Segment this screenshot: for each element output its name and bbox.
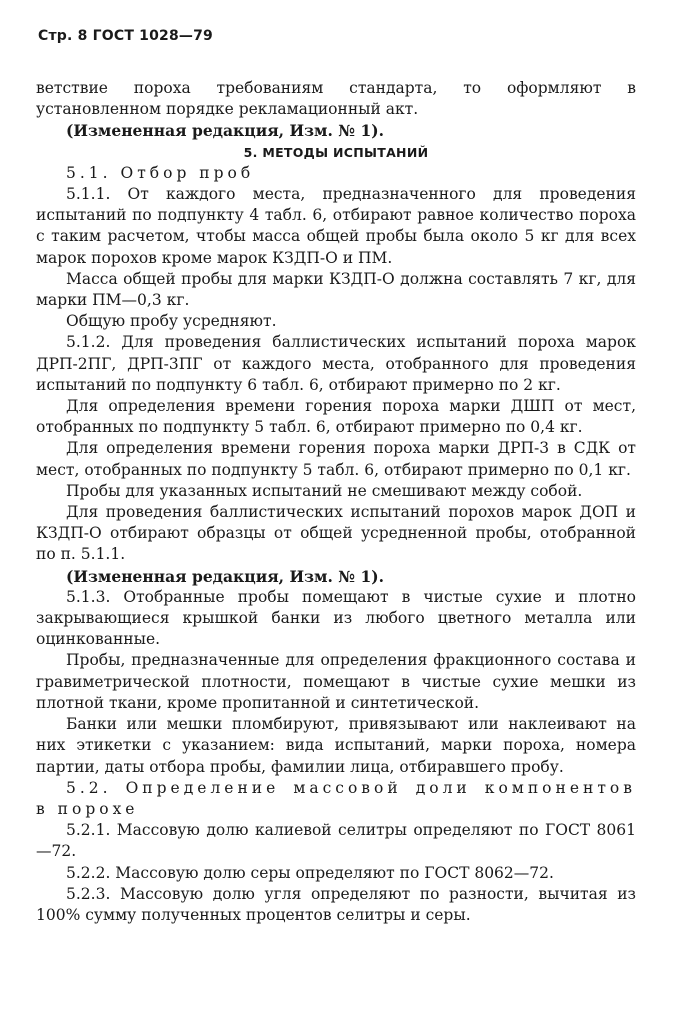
paragraph: 5.1. Отбор проб <box>66 163 255 182</box>
section-heading: 5. МЕТОДЫ ИСПЫТАНИЙ <box>243 144 429 160</box>
paragraph: Пробы, предназначенные для определения фракционного состава и гравиметрической плотности, помещают в чистые сухие мешки из плотной ткани, кроме пропитанной и синтетической. <box>36 651 636 712</box>
paragraph: Пробы для указанных испытаний не смешивают между собой. <box>66 481 583 500</box>
paragraph: (Измененная редакция, Изм. № 1). <box>66 566 384 586</box>
page-header: Стр. 8 ГОСТ 1028—79 <box>38 28 213 44</box>
paragraph: Банки или мешки пломбируют, привязывают или наклеивают на них этикетки с указанием: вида испытаний, марки пороха, номера партии, даты отбора пробы, фамилии лица, отбиравшего пробу. <box>36 715 636 776</box>
paragraph: Масса общей пробы для марки КЗДП-О должна составлять 7 кг, для марки ПМ—0,3 кг. <box>36 269 636 310</box>
paragraph: ветствие пороха требованиям стандарта, то оформляют в установленном порядке рекламационный акт. <box>36 79 636 119</box>
paragraph: 5.2.2. Массовую долю серы определяют по ГОСТ 8062—72. <box>66 863 554 882</box>
paragraph: 5.1.1. От каждого места, предназначенного для проведения испытаний по подпункту 4 табл. 6, отбирают равное количество пороха с таким расчетом, чтобы масса общей пробы была около 5 кг для всех марок порохов кроме марок КЗДП-О и ПМ. <box>36 185 636 267</box>
paragraph: 5.2. Определение массовой доли компонентов в порохе <box>36 778 636 818</box>
paragraph: Для проведения баллистических испытаний порохов марок ДОП и КЗДП-О отбирают образцы от общей усредненной пробы, отобранной по п. 5.1.1. <box>36 503 636 564</box>
paragraph: Для определения времени горения пороха марки ДШП от мест, отобранных по подпункту 5 табл. 6, отбирают примерно по 0,4 кг. <box>36 397 636 437</box>
paragraph: 5.2.3. Массовую долю угля определяют по разности, вычитая из 100% сумму полученных процентов селитры и серы. <box>36 884 636 924</box>
paragraph: 5.2.1. Массовую долю калиевой селитры определяют по ГОСТ 8061—72. <box>36 821 636 861</box>
paragraph: 5.1.3. Отобранные пробы помещают в чистые сухие и плотно закрывающиеся крышкой банки из любого цветного металла или оцинкованные. <box>36 587 636 649</box>
paragraph: 5.1.2. Для проведения баллистических испытаний пороха марок ДРП-2ПГ, ДРП-3ПГ от каждого места, отобранного для проведения испытаний по подпункту 6 табл. 6, отбирают примерно по 2 кг. <box>36 333 636 394</box>
paragraph: (Измененная редакция, Изм. № 1). <box>66 121 384 141</box>
paragraph: Для определения времени горения пороха марки ДРП-3 в СДК от мест, отобранных по подпункту 5 табл. 6, отбирают примерно по 0,1 кг. <box>36 439 636 479</box>
paragraph: Общую пробу усредняют. <box>66 312 277 331</box>
document-body <box>36 78 636 926</box>
